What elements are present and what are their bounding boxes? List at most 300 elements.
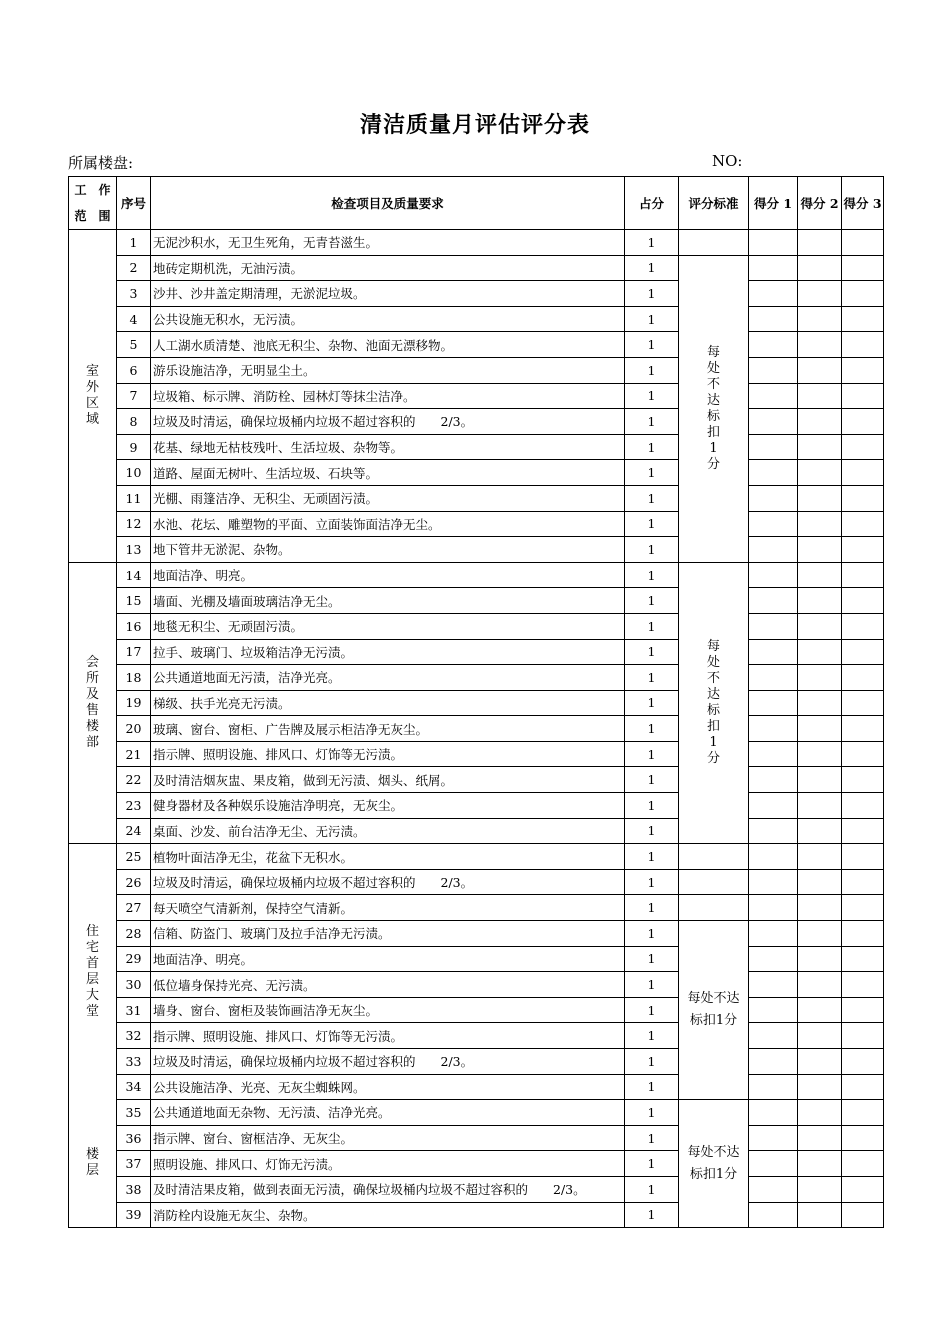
- table-row: [69, 1100, 884, 1126]
- standard-empty: [679, 230, 749, 256]
- score2-cell[interactable]: [798, 895, 842, 921]
- score2-cell[interactable]: [798, 1202, 842, 1228]
- row-number: 18: [117, 665, 151, 691]
- score1-cell[interactable]: [749, 230, 798, 256]
- score3-cell[interactable]: [842, 1023, 884, 1049]
- row-item: 无泥沙积水，无卫生死角，无青苔滋生。: [151, 230, 625, 256]
- row-points: 1: [625, 409, 679, 435]
- score1-cell[interactable]: [749, 383, 798, 409]
- row-points: 1: [625, 562, 679, 588]
- row-points: 1: [625, 946, 679, 972]
- row-item: 垃圾及时清运，确保垃圾桶内垃圾不超过容积的 2/3。: [151, 869, 625, 895]
- score1-cell[interactable]: [749, 997, 798, 1023]
- score1-cell[interactable]: [749, 716, 798, 742]
- score1-cell[interactable]: [749, 869, 798, 895]
- score2-cell[interactable]: [798, 972, 842, 998]
- row-number: 11: [117, 485, 151, 511]
- row-number: 22: [117, 767, 151, 793]
- row-points: 1: [625, 972, 679, 998]
- table-row: [69, 767, 884, 793]
- row-number: 37: [117, 1151, 151, 1177]
- row-points: 1: [625, 485, 679, 511]
- row-number: 36: [117, 1125, 151, 1151]
- score3-cell[interactable]: [842, 485, 884, 511]
- row-item: 及时清洁果皮箱，做到表面无污渍，确保垃圾桶内垃圾不超过容积的 2/3。: [151, 1176, 625, 1202]
- table-row: [69, 409, 884, 435]
- row-number: 30: [117, 972, 151, 998]
- header-standard: 评分标准: [679, 177, 749, 230]
- score1-cell[interactable]: [749, 921, 798, 947]
- score2-cell[interactable]: [798, 588, 842, 614]
- score3-cell[interactable]: [842, 281, 884, 307]
- score2-cell[interactable]: [798, 332, 842, 358]
- score3-cell[interactable]: [842, 357, 884, 383]
- score1-cell[interactable]: [749, 1176, 798, 1202]
- score3-cell[interactable]: [842, 1202, 884, 1228]
- row-points: 1: [625, 1074, 679, 1100]
- score2-cell[interactable]: [798, 230, 842, 256]
- score1-cell[interactable]: [749, 613, 798, 639]
- score1-cell[interactable]: [749, 690, 798, 716]
- score2-cell[interactable]: [798, 1049, 842, 1075]
- score3-cell[interactable]: [842, 767, 884, 793]
- table-row: [69, 460, 884, 486]
- row-item: 地面洁净、明亮。: [151, 946, 625, 972]
- row-points: 1: [625, 1202, 679, 1228]
- table-row: [69, 230, 884, 256]
- score2-cell[interactable]: [798, 383, 842, 409]
- table-row: [69, 332, 884, 358]
- score2-cell[interactable]: [798, 793, 842, 819]
- row-item: 玻璃、窗台、窗柜、广告牌及展示柜洁净无灰尘。: [151, 716, 625, 742]
- score3-cell[interactable]: [842, 869, 884, 895]
- score1-cell[interactable]: [749, 639, 798, 665]
- row-points: 1: [625, 588, 679, 614]
- row-item: 健身器材及各种娱乐设施洁净明亮，无灰尘。: [151, 793, 625, 819]
- score3-cell[interactable]: [842, 511, 884, 537]
- score1-cell[interactable]: [749, 793, 798, 819]
- table-row: [69, 1202, 884, 1228]
- score3-cell[interactable]: [842, 1049, 884, 1075]
- score3-cell[interactable]: [842, 383, 884, 409]
- row-item: 指示牌、照明设施、排风口、灯饰等无污渍。: [151, 1023, 625, 1049]
- row-points: 1: [625, 818, 679, 844]
- table-row: [69, 1049, 884, 1075]
- table-row: [69, 1151, 884, 1177]
- score3-cell[interactable]: [842, 997, 884, 1023]
- row-item: 植物叶面洁净无尘，花盆下无积水。: [151, 844, 625, 870]
- standard-text: 每处不达: [687, 1144, 740, 1160]
- score1-cell[interactable]: [749, 1202, 798, 1228]
- score2-cell[interactable]: [798, 1023, 842, 1049]
- table-row: [69, 818, 884, 844]
- row-points: 1: [625, 434, 679, 460]
- row-points: 1: [625, 639, 679, 665]
- row-points: 1: [625, 255, 679, 281]
- row-item: 公共通道地面无杂物、无污渍、洁净光亮。: [151, 1100, 625, 1126]
- table-row: [69, 741, 884, 767]
- row-item: 公共设施洁净、光亮、无灰尘蜘蛛网。: [151, 1074, 625, 1100]
- row-number: 8: [117, 409, 151, 435]
- score1-cell[interactable]: [749, 511, 798, 537]
- table-row: [69, 1023, 884, 1049]
- score1-cell[interactable]: [749, 946, 798, 972]
- score1-cell[interactable]: [749, 281, 798, 307]
- row-item: 墙身、窗台、窗柜及装饰画洁净无灰尘。: [151, 997, 625, 1023]
- row-number: 27: [117, 895, 151, 921]
- score2-cell[interactable]: [798, 255, 842, 281]
- table-row: [69, 562, 884, 588]
- score2-cell[interactable]: [798, 690, 842, 716]
- evaluation-table: [68, 176, 884, 1228]
- table-row: [69, 1074, 884, 1100]
- score1-cell[interactable]: [749, 306, 798, 332]
- table-row: [69, 357, 884, 383]
- row-points: 1: [625, 460, 679, 486]
- score2-cell[interactable]: [798, 306, 842, 332]
- score3-cell[interactable]: [842, 895, 884, 921]
- header-seq: 序号: [117, 177, 151, 230]
- score1-cell[interactable]: [749, 485, 798, 511]
- standard-empty: [679, 895, 749, 921]
- row-item: 光棚、雨篷洁净、无积尘、无顽固污渍。: [151, 485, 625, 511]
- row-item: 地毯无积尘、无顽固污渍。: [151, 613, 625, 639]
- area-floor: [69, 1100, 117, 1228]
- standard-text: 每处不达标扣1分: [706, 638, 720, 766]
- row-item: 垃圾及时清运，确保垃圾桶内垃圾不超过容积的 2/3。: [151, 409, 625, 435]
- score3-cell[interactable]: [842, 332, 884, 358]
- area-label: 住宅首层大堂: [85, 923, 99, 1019]
- row-number: 29: [117, 946, 151, 972]
- score2-cell[interactable]: [798, 537, 842, 563]
- score2-cell[interactable]: [798, 767, 842, 793]
- score3-cell[interactable]: [842, 409, 884, 435]
- table-row: [69, 793, 884, 819]
- score1-cell[interactable]: [749, 1049, 798, 1075]
- score1-cell[interactable]: [749, 588, 798, 614]
- row-item: 垃圾箱、标示牌、消防栓、园林灯等抹尘洁净。: [151, 383, 625, 409]
- score2-cell[interactable]: [798, 1176, 842, 1202]
- score2-cell[interactable]: [798, 434, 842, 460]
- row-number: 34: [117, 1074, 151, 1100]
- score1-cell[interactable]: [749, 1151, 798, 1177]
- row-item: 拉手、玻璃门、垃圾箱洁净无污渍。: [151, 639, 625, 665]
- score3-cell[interactable]: [842, 690, 884, 716]
- row-number: 6: [117, 357, 151, 383]
- score2-cell[interactable]: [798, 997, 842, 1023]
- row-item: 公共通道地面无污渍，洁净光亮。: [151, 665, 625, 691]
- row-item: 桌面、沙发、前台洁净无尘、无污渍。: [151, 818, 625, 844]
- score2-cell[interactable]: [798, 511, 842, 537]
- row-number: 10: [117, 460, 151, 486]
- table-row: [69, 997, 884, 1023]
- score1-cell[interactable]: [749, 665, 798, 691]
- table-row: [69, 716, 884, 742]
- row-points: 1: [625, 1100, 679, 1126]
- row-points: 1: [625, 1151, 679, 1177]
- score3-cell[interactable]: [842, 665, 884, 691]
- table-row: [69, 306, 884, 332]
- score3-cell[interactable]: [842, 1176, 884, 1202]
- score2-cell[interactable]: [798, 562, 842, 588]
- area-outdoor: [69, 230, 117, 563]
- row-points: 1: [625, 281, 679, 307]
- row-points: 1: [625, 921, 679, 947]
- score3-cell[interactable]: [842, 255, 884, 281]
- score2-cell[interactable]: [798, 665, 842, 691]
- score1-cell[interactable]: [749, 1074, 798, 1100]
- score3-cell[interactable]: [842, 1125, 884, 1151]
- score2-cell[interactable]: [798, 639, 842, 665]
- standard-text: 每处不达: [687, 991, 740, 1007]
- row-points: 1: [625, 1023, 679, 1049]
- row-points: 1: [625, 690, 679, 716]
- row-points: 1: [625, 332, 679, 358]
- score3-cell[interactable]: [842, 972, 884, 998]
- row-points: 1: [625, 869, 679, 895]
- header-item: 检查项目及质量要求: [151, 177, 625, 230]
- score1-cell[interactable]: [749, 562, 798, 588]
- standard-text: 标扣1分: [689, 1013, 738, 1029]
- row-item: 照明设施、排风口、灯饰无污渍。: [151, 1151, 625, 1177]
- score1-cell[interactable]: [749, 460, 798, 486]
- row-item: 及时清洁烟灰盅、果皮箱，做到无污渍、烟头、纸屑。: [151, 767, 625, 793]
- row-number: 31: [117, 997, 151, 1023]
- score2-cell[interactable]: [798, 409, 842, 435]
- score1-cell[interactable]: [749, 818, 798, 844]
- score1-cell[interactable]: [749, 357, 798, 383]
- row-points: 1: [625, 997, 679, 1023]
- table-row: [69, 895, 884, 921]
- score1-cell[interactable]: [749, 1023, 798, 1049]
- table-row: [69, 869, 884, 895]
- score2-cell[interactable]: [798, 844, 842, 870]
- row-points: 1: [625, 383, 679, 409]
- standard-outdoor: [679, 255, 749, 562]
- score1-cell[interactable]: [749, 972, 798, 998]
- row-number: 7: [117, 383, 151, 409]
- score2-cell[interactable]: [798, 946, 842, 972]
- row-number: 14: [117, 562, 151, 588]
- row-points: 1: [625, 1049, 679, 1075]
- standard-text: 标扣1分: [689, 1166, 738, 1182]
- standard-empty: [679, 869, 749, 895]
- score1-cell[interactable]: [749, 844, 798, 870]
- score2-cell[interactable]: [798, 281, 842, 307]
- row-points: 1: [625, 230, 679, 256]
- score2-cell[interactable]: [798, 460, 842, 486]
- row-number: 33: [117, 1049, 151, 1075]
- table-row: [69, 281, 884, 307]
- table-row: [69, 921, 884, 947]
- score2-cell[interactable]: [798, 818, 842, 844]
- table-row: [69, 639, 884, 665]
- header-range: 工 作 范 围: [69, 177, 117, 230]
- row-number: 32: [117, 1023, 151, 1049]
- score1-cell[interactable]: [749, 255, 798, 281]
- area-clubhouse: [69, 562, 117, 844]
- table-row: [69, 255, 884, 281]
- table-row: [69, 537, 884, 563]
- row-item: 每天喷空气清新剂，保持空气清新。: [151, 895, 625, 921]
- row-number: 35: [117, 1100, 151, 1126]
- score3-cell[interactable]: [842, 1074, 884, 1100]
- score3-cell[interactable]: [842, 741, 884, 767]
- score3-cell[interactable]: [842, 434, 884, 460]
- score1-cell[interactable]: [749, 332, 798, 358]
- row-number: 15: [117, 588, 151, 614]
- row-number: 24: [117, 818, 151, 844]
- table-row: [69, 690, 884, 716]
- area-label: 会所及售楼部: [85, 654, 99, 750]
- score1-cell[interactable]: [749, 434, 798, 460]
- area-label: 室外区域: [85, 363, 99, 427]
- row-points: 1: [625, 665, 679, 691]
- row-item: 地砖定期机洗，无油污渍。: [151, 255, 625, 281]
- row-item: 花基、绿地无枯枝残叶、生活垃圾、杂物等。: [151, 434, 625, 460]
- score2-cell[interactable]: [798, 1125, 842, 1151]
- score2-cell[interactable]: [798, 716, 842, 742]
- score2-cell[interactable]: [798, 485, 842, 511]
- table-row: [69, 588, 884, 614]
- row-number: 12: [117, 511, 151, 537]
- table-row: [69, 946, 884, 972]
- row-item: 垃圾及时清运，确保垃圾桶内垃圾不超过容积的 2/3。: [151, 1049, 625, 1075]
- score1-cell[interactable]: [749, 1100, 798, 1126]
- header-score3: 得分 3: [842, 177, 884, 230]
- score2-cell[interactable]: [798, 1074, 842, 1100]
- score2-cell[interactable]: [798, 921, 842, 947]
- row-item: 人工湖水质清楚、池底无积尘、杂物、池面无漂移物。: [151, 332, 625, 358]
- row-number: 20: [117, 716, 151, 742]
- header-row: [69, 177, 884, 230]
- score1-cell[interactable]: [749, 741, 798, 767]
- row-number: 38: [117, 1176, 151, 1202]
- score3-cell[interactable]: [842, 1151, 884, 1177]
- row-number: 19: [117, 690, 151, 716]
- row-number: 28: [117, 921, 151, 947]
- row-item: 墙面、光棚及墙面玻璃洁净无尘。: [151, 588, 625, 614]
- table-row: [69, 434, 884, 460]
- table-row: [69, 383, 884, 409]
- row-item: 地下管井无淤泥、杂物。: [151, 537, 625, 563]
- score3-cell[interactable]: [842, 818, 884, 844]
- score3-cell[interactable]: [842, 460, 884, 486]
- row-item: 水池、花坛、雕塑物的平面、立面装饰面洁净无尘。: [151, 511, 625, 537]
- row-number: 3: [117, 281, 151, 307]
- table-row: [69, 972, 884, 998]
- standard-text: 每处不达标扣1分: [706, 344, 720, 472]
- standard-floor: [679, 1100, 749, 1228]
- row-item: 道路、屋面无树叶、生活垃圾、石块等。: [151, 460, 625, 486]
- score2-cell[interactable]: [798, 1151, 842, 1177]
- row-item: 游乐设施洁净，无明显尘土。: [151, 357, 625, 383]
- score3-cell[interactable]: [842, 716, 884, 742]
- score1-cell[interactable]: [749, 409, 798, 435]
- row-item: 地面洁净、明亮。: [151, 562, 625, 588]
- row-number: 39: [117, 1202, 151, 1228]
- row-points: 1: [625, 844, 679, 870]
- score2-cell[interactable]: [798, 741, 842, 767]
- score1-cell[interactable]: [749, 767, 798, 793]
- row-points: 1: [625, 613, 679, 639]
- row-points: 1: [625, 716, 679, 742]
- score3-cell[interactable]: [842, 306, 884, 332]
- score2-cell[interactable]: [798, 869, 842, 895]
- score3-cell[interactable]: [842, 537, 884, 563]
- score3-cell[interactable]: [842, 588, 884, 614]
- row-item: 沙井、沙井盖定期清理，无淤泥垃圾。: [151, 281, 625, 307]
- property-label: 所属楼盘:: [68, 154, 134, 172]
- score3-cell[interactable]: [842, 1100, 884, 1126]
- row-points: 1: [625, 511, 679, 537]
- table-row: [69, 844, 884, 870]
- row-points: 1: [625, 793, 679, 819]
- score1-cell[interactable]: [749, 1125, 798, 1151]
- row-points: 1: [625, 1176, 679, 1202]
- score3-cell[interactable]: [842, 844, 884, 870]
- row-number: 2: [117, 255, 151, 281]
- area-lobby: [69, 844, 117, 1100]
- standard-clubhouse: [679, 562, 749, 844]
- row-points: 1: [625, 895, 679, 921]
- score3-cell[interactable]: [842, 562, 884, 588]
- score3-cell[interactable]: [842, 613, 884, 639]
- row-item: 公共设施无积水，无污渍。: [151, 306, 625, 332]
- table-row: [69, 485, 884, 511]
- score1-cell[interactable]: [749, 537, 798, 563]
- table-row: [69, 613, 884, 639]
- row-points: 1: [625, 741, 679, 767]
- score2-cell[interactable]: [798, 613, 842, 639]
- page-title: 清洁质量月评估评分表: [359, 112, 590, 138]
- score1-cell[interactable]: [749, 895, 798, 921]
- row-number: 16: [117, 613, 151, 639]
- header-points: 占分: [625, 177, 679, 230]
- table-row: [69, 511, 884, 537]
- score3-cell[interactable]: [842, 639, 884, 665]
- score3-cell[interactable]: [842, 793, 884, 819]
- header-score2: 得分 2: [798, 177, 842, 230]
- score2-cell[interactable]: [798, 1100, 842, 1126]
- row-item: 消防栓内设施无灰尘、杂物。: [151, 1202, 625, 1228]
- table-row: [69, 1176, 884, 1202]
- row-item: 梯级、扶手光亮无污渍。: [151, 690, 625, 716]
- row-item: 指示牌、照明设施、排风口、灯饰等无污渍。: [151, 741, 625, 767]
- row-number: 4: [117, 306, 151, 332]
- row-number: 5: [117, 332, 151, 358]
- standard-lobby: [679, 921, 749, 1100]
- row-points: 1: [625, 306, 679, 332]
- row-points: 1: [625, 537, 679, 563]
- score2-cell[interactable]: [798, 357, 842, 383]
- table-row: [69, 1125, 884, 1151]
- row-number: 26: [117, 869, 151, 895]
- row-number: 13: [117, 537, 151, 563]
- table-row: [69, 665, 884, 691]
- score3-cell[interactable]: [842, 946, 884, 972]
- score3-cell[interactable]: [842, 921, 884, 947]
- row-item: 低位墙身保持光亮、无污渍。: [151, 972, 625, 998]
- row-points: 1: [625, 357, 679, 383]
- row-number: 9: [117, 434, 151, 460]
- number-label: NO:: [712, 152, 743, 170]
- score3-cell[interactable]: [842, 230, 884, 256]
- row-number: 25: [117, 844, 151, 870]
- row-number: 21: [117, 741, 151, 767]
- row-number: 23: [117, 793, 151, 819]
- row-number: 17: [117, 639, 151, 665]
